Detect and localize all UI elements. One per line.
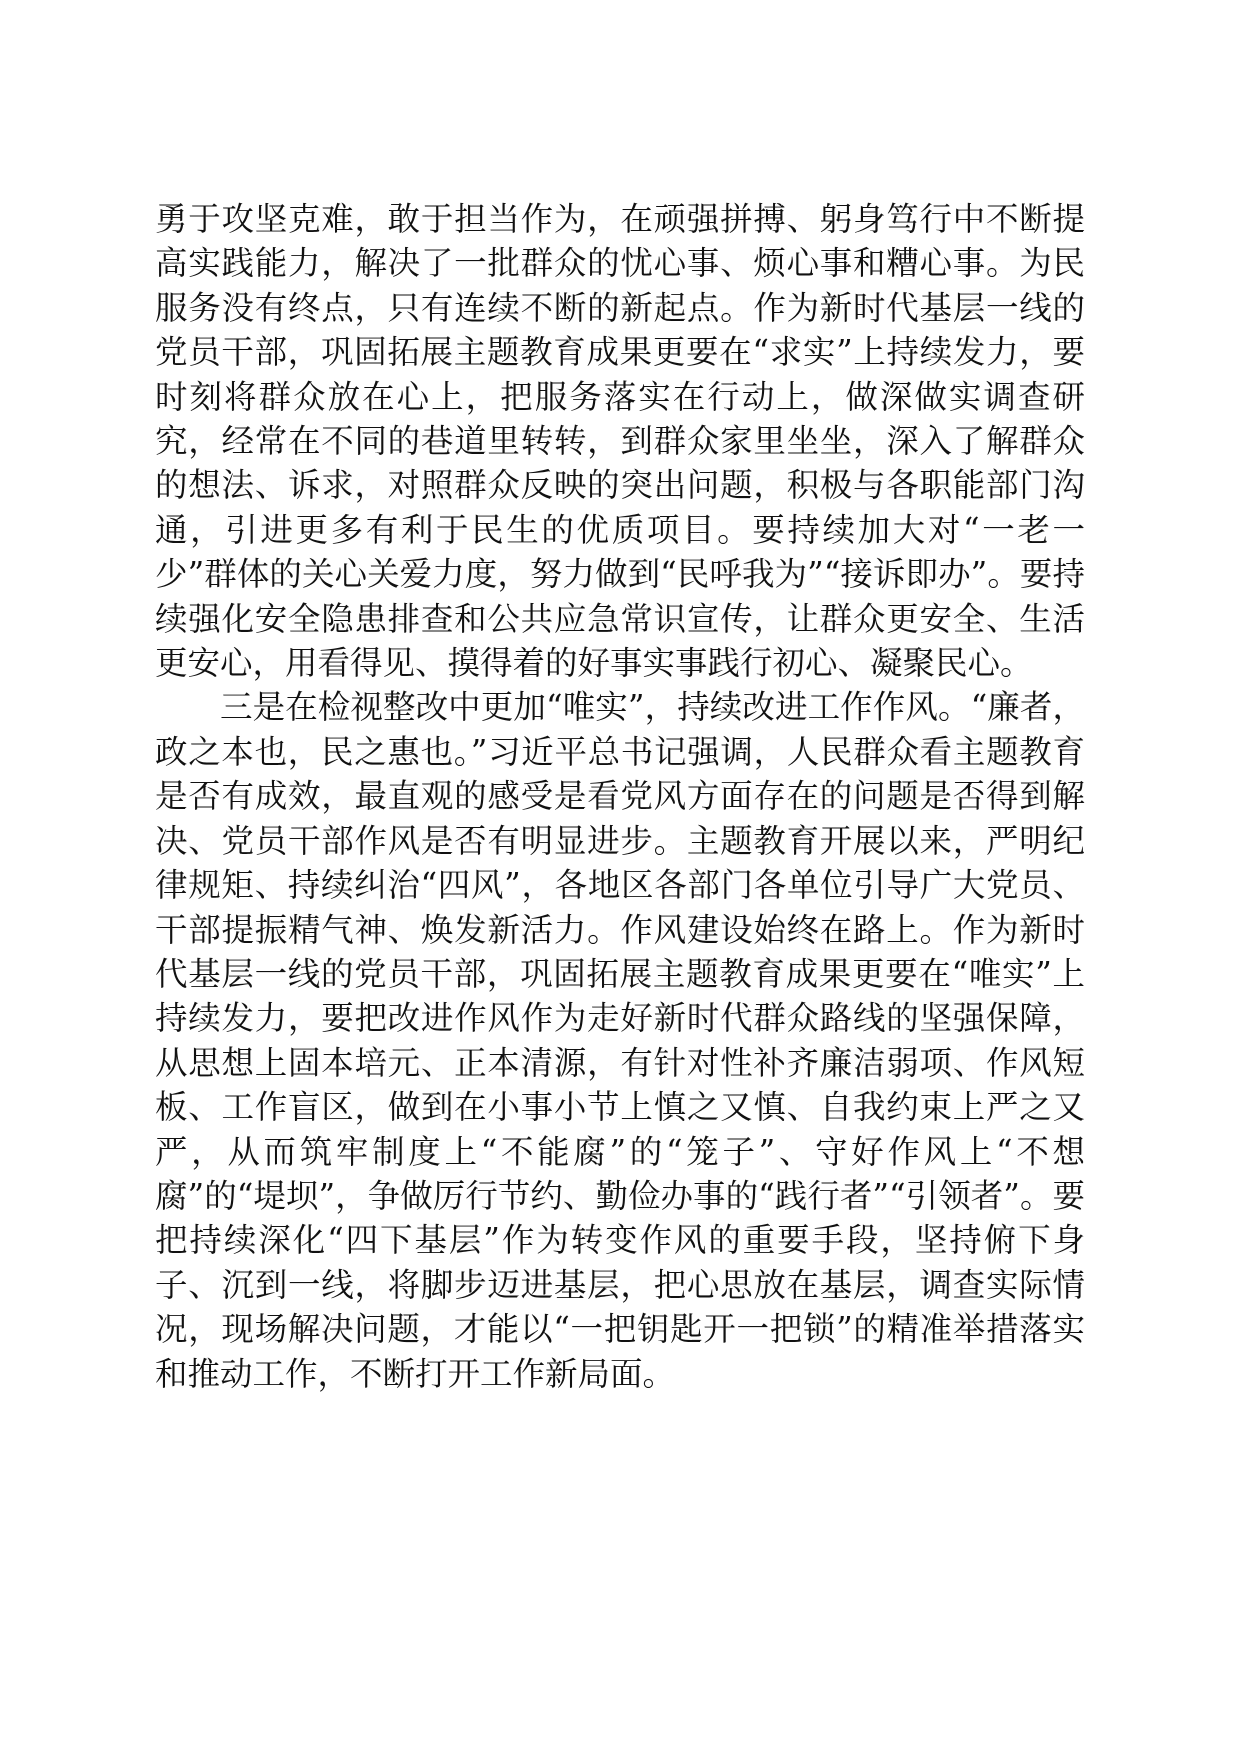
paragraph-section-three: 三是在检视整改中更加“唯实”，持续改进工作作风。“廉者，政之本也，民之惠也。”习近平总书记强调，人民群众看主题教育是否有成效，最直观的感受是看党风方面存在的问题是否得到解决、党员干部作风是否有明显进步。主题教育开展以来，严明纪律规矩、持续纠治“四风”，各地区各部门各单位引导广大党员、干部提振精气神、焕发新活力。作风建设始终在路上。作为新时代基层一线的党员干部，巩固拓展主题教育成果更要在“唯实”上持续发力，要把改进作风作为走好新时代群众路线的坚强保障，从思想上固本培元、正本清源，有针对性补齐廉洁弱项、作风短板、工作盲区，做到在小事小节上慎之又慎、自我约束上严之又严，从而筑牢制度上“不能腐”的“笼子”、守好作风上“不想腐”的“堤坝”，争做厉行节约、勤俭办事的“践行者”“引领者”。要把持续深化“四下基层”作为转变作风的重要手段，坚持俯下身子、沉到一线，将脚步迈进基层，把心思放在基层，调查实际情况，现场解决问题，才能以“一把钥匙开一把锁”的精准举措落实和推动工作，不断打开工作新局面。 bbox=[155, 688, 1085, 1393]
paragraph-continuation: 勇于攻坚克难，敢于担当作为，在顽强拼搏、躬身笃行中不断提高实践能力，解决了一批群众的忧心事、烦心事和糟心事。为民服务没有终点，只有连续不断的新起点。作为新时代基层一线的党员干部，巩固拓展主题教育成果更要在“求实”上持续发力，要时刻将群众放在心上，把服务落实在行动上，做深做实调查研究，经常在不同的巷道里转转，到群众家里坐坐，深入了解群众的想法、诉求，对照群众反映的突出问题，积极与各职能部门沟通，引进更多有利于民生的优质项目。要持续加大对“一老一少”群体的关心关爱力度，努力做到“民呼我为”“接诉即办”。要持续强化安全隐患排查和公共应急常识宣传，让群众更安全、生活更安心，用看得见、摸得着的好事实事践行初心、凝聚民心。 bbox=[155, 200, 1085, 683]
document-body bbox=[155, 197, 1085, 1396]
